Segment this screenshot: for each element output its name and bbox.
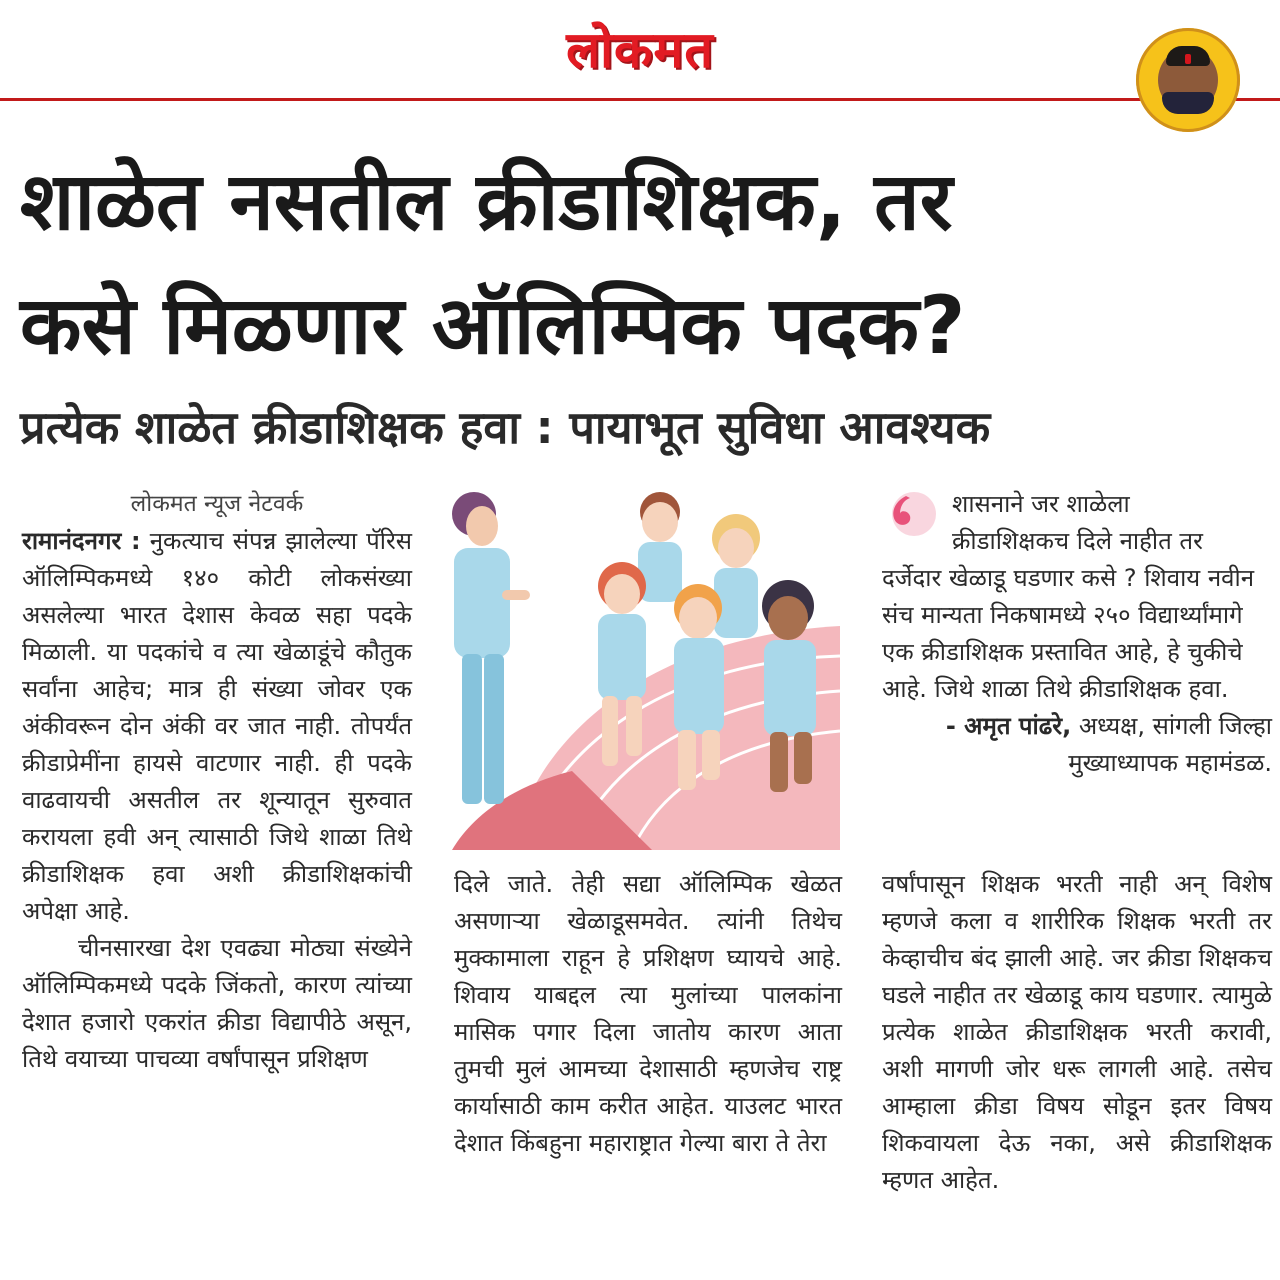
headline-line-1: शाळेत नसतील क्रीडाशिक्षक, तर — [20, 155, 953, 248]
article-paragraph: चीनसारखा देश एवढ्या मोठ्या संख्येने ऑलिम्पिकमध्ये पदके जिंकतो, कारण त्यांच्या देशात हजारो एकरांत क्रीडा विद्यापीठे असून, तिथे वयाच्या पाचव्या वर्षांपासून प्रशिक्षण — [22, 934, 412, 1073]
article-column-2 — [454, 866, 842, 1162]
article-paragraph: दिले जाते. तेही सद्या ऑलिम्पिक खेळत असणाऱ्या खेळाडूसमवेत. त्यांनी तिथेच मुक्कामाला राहून हे प्रशिक्षण घ्यायचे आहे. शिवाय याबद्दल त्या मुलांच्या पालकांना मासिक पगार दिला जातोय कारण आता तुमची मुलं आमच्या देशासाठी म्हणजेच राष्ट्र कार्यासाठी काम करीत आहेत. याउलट भारत देशात किंबहुना महाराष्ट्रात गेल्या बारा ते तेरा — [454, 870, 842, 1157]
pull-quote — [882, 486, 1272, 782]
byline: लोकमत न्यूज नेटवर्क — [130, 491, 304, 517]
dateline: रामानंदनगर : — [22, 527, 141, 555]
pull-quote-line-2: क्रीडाशिक्षकच दिले नाहीत तर — [952, 527, 1203, 555]
author-badge — [1136, 28, 1240, 132]
masthead — [0, 0, 1280, 101]
coach-children-running-illustration — [452, 486, 840, 850]
paragraph-text: नुकत्याच संपन्न झालेल्या पॅरिस ऑलिम्पिकमध्ये १४० कोटी लोकसंख्या असलेल्या भारत देशास केवळ सहा पदके मिळाली. या पदकांचे व त्या खेळाडूंचे कौतुक सर्वांना आहेच; मात्र ही संख्या जोवर एक अंकीवरून दोन अंकी वर जात नाही. तोपर्यंत क्रीडाप्रेमींना हायसे वाटणार नाही. ही पदके वाढवायची असतील तर शून्यातून सुरुवात करायला हवी अन् त्यासाठी जिथे शाळा तिथे क्रीडाशिक्षक हवा अशी क्रीडाशिक्षकांची अपेक्षा आहे. — [22, 527, 412, 925]
attribution-role: अध्यक्ष, सांगली जिल्हा मुख्याध्यापक महामंडळ. — [1068, 712, 1272, 777]
headline — [20, 140, 1260, 388]
attribution-name: - अमृत पांढरे, — [945, 712, 1072, 740]
article-column-1 — [22, 486, 412, 1078]
tilak-mark — [1185, 54, 1191, 64]
pull-quote-attribution — [882, 708, 1272, 782]
pull-quote-text: दर्जेदार खेळाडू घडणार कसे ? शिवाय नवीन संच मान्यता निकषामध्ये २५० विद्यार्थ्यांमागे एक क्रीडाशिक्षक प्रस्तावित आहे, हे चुकीचे आहे. जिथे शाळा तिथे क्रीडाशिक्षक हवा. — [882, 564, 1255, 703]
article-paragraph — [22, 523, 412, 930]
pull-quote-line-1: शासनाने जर शाळेला — [952, 490, 1130, 518]
headline-line-2: कसे मिळणार ऑलिम्पिक पदक? — [20, 279, 966, 372]
article-column-3 — [882, 866, 1272, 1199]
subheadline: प्रत्येक शाळेत क्रीडाशिक्षक हवा : पायाभूत सुविधा आवश्यक — [20, 401, 991, 454]
newspaper-logo: लोकमत — [566, 21, 714, 79]
article-paragraph: वर्षांपासून शिक्षक भरती नाही अन् विशेष म्हणजे कला व शारीरिक शिक्षक भरती तर केव्हाचीच बंद झाली आहे. जर क्रीडा शिक्षकच घडले नाहीत तर खेळाडू काय घडणार. त्यामुळे प्रत्येक शाळेत क्रीडाशिक्षक भरती करावी, अशी मागणी जोर धरू लागली आहे. तसेच आम्हाला क्रीडा विषय सोडून इतर विषय शिकवायला देऊ नका, असे क्रीडाशिक्षक म्हणत आहेत. — [882, 870, 1272, 1194]
